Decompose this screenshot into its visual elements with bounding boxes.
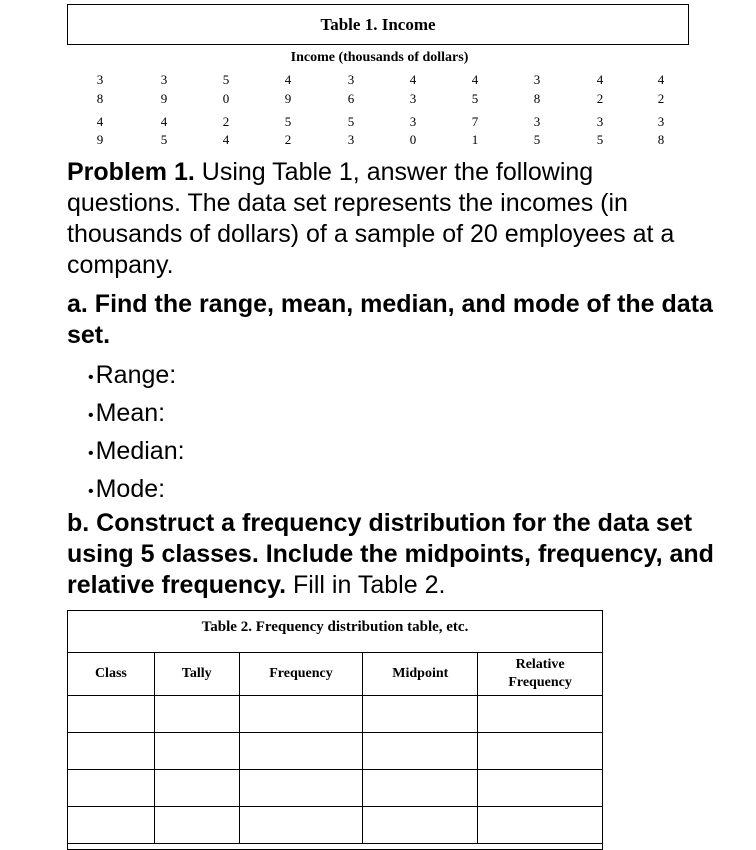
cell-tally[interactable] — [154, 770, 239, 807]
problem-1-body: Using Table 1, answer the following questions. The data set represents the incomes (in thousands of dollars) of a sample of 20 employees at a company. — [67, 158, 675, 279]
bullet-icon: • — [88, 444, 94, 462]
income-digit: 5 — [471, 91, 479, 106]
bullet-icon: • — [88, 482, 94, 500]
table-row — [68, 733, 603, 770]
income-digit: 9 — [284, 91, 292, 106]
cell-relative-frequency[interactable] — [478, 770, 603, 807]
income-digit: 8 — [533, 91, 541, 106]
income-digit: 0 — [222, 91, 230, 106]
part-a-answer-list — [88, 356, 185, 508]
answer-label: Range: — [95, 360, 177, 389]
income-digit: 9 — [160, 91, 168, 106]
income-digit: 3 — [596, 114, 604, 129]
header-relative-line2: Frequency — [508, 675, 572, 690]
cell-relative-frequency[interactable] — [478, 733, 603, 770]
problem-1-label: Problem 1. — [67, 158, 195, 186]
part-b-text — [67, 508, 717, 601]
income-digit: 3 — [96, 72, 104, 87]
header-tally: Tally — [154, 653, 239, 696]
bullet-icon: • — [88, 368, 94, 386]
income-digit: 4 — [222, 132, 230, 147]
income-digit: 5 — [533, 132, 541, 147]
answer-label: Mean: — [95, 398, 166, 427]
cell-tally[interactable] — [154, 733, 239, 770]
cell-class[interactable] — [68, 807, 155, 844]
answer-label: Mode: — [95, 474, 166, 503]
income-digit: 2 — [284, 132, 292, 147]
income-column-header: Income (thousands of dollars) — [290, 50, 469, 65]
income-digit: 3 — [160, 72, 168, 87]
cell-frequency[interactable] — [239, 733, 363, 770]
income-digit: 5 — [596, 132, 604, 147]
header-relative-frequency — [478, 653, 603, 696]
income-digit: 3 — [347, 72, 355, 87]
income-digit: 4 — [160, 114, 168, 129]
answer-item-mode — [88, 470, 185, 508]
income-digit: 9 — [96, 132, 104, 147]
part-a-prompt: a. Find the range, mean, median, and mode of the data set. — [67, 290, 713, 349]
income-digit: 2 — [657, 91, 665, 106]
income-digit: 5 — [222, 72, 230, 87]
table1-title-box — [67, 4, 689, 45]
frequency-table — [67, 652, 603, 844]
income-digit: 3 — [347, 132, 355, 147]
income-digit: 1 — [471, 132, 479, 147]
header-midpoint: Midpoint — [363, 653, 478, 696]
cell-frequency[interactable] — [239, 696, 363, 733]
cell-frequency[interactable] — [239, 770, 363, 807]
income-digit: 0 — [409, 132, 417, 147]
cell-class[interactable] — [68, 770, 155, 807]
table-row — [68, 807, 603, 844]
income-digit: 5 — [160, 132, 168, 147]
table2 — [67, 610, 603, 850]
table-row — [68, 696, 603, 733]
cell-relative-frequency[interactable] — [478, 807, 603, 844]
income-digit: 4 — [657, 72, 665, 87]
income-digit: 6 — [347, 91, 355, 106]
income-digit: 8 — [657, 132, 665, 147]
answer-item-median — [88, 432, 185, 470]
income-digit: 5 — [347, 114, 355, 129]
part-b-prompt: b. Construct a frequency distribution for the data set using 5 classes. Include the midpoints, frequency, and relative frequency. — [67, 509, 714, 599]
income-digit: 3 — [533, 114, 541, 129]
cell-tally[interactable] — [154, 807, 239, 844]
income-data-grid — [70, 72, 700, 150]
table-row — [68, 770, 603, 807]
income-digit: 3 — [409, 114, 417, 129]
income-digit: 4 — [596, 72, 604, 87]
table-header-row — [68, 653, 603, 696]
table2-title: Table 2. Frequency distribution table, etc. — [201, 619, 469, 635]
income-digit: 4 — [96, 114, 104, 129]
income-digit: 7 — [471, 114, 479, 129]
problem-1-text — [67, 157, 707, 281]
header-class: Class — [68, 653, 155, 696]
answer-item-range — [88, 356, 185, 394]
bullet-icon: • — [88, 406, 94, 424]
cell-frequency[interactable] — [239, 807, 363, 844]
cell-midpoint[interactable] — [363, 770, 478, 807]
income-digit: 3 — [533, 72, 541, 87]
cell-midpoint[interactable] — [363, 807, 478, 844]
answer-item-mean — [88, 394, 185, 432]
income-digit: 4 — [471, 72, 479, 87]
cell-class[interactable] — [68, 733, 155, 770]
part-b-instruction: Fill in Table 2. — [286, 571, 446, 599]
answer-label: Median: — [95, 436, 185, 465]
income-digit: 3 — [409, 91, 417, 106]
cell-midpoint[interactable] — [363, 696, 478, 733]
income-digit: 2 — [596, 91, 604, 106]
income-digit: 2 — [222, 114, 230, 129]
income-digit: 5 — [284, 114, 292, 129]
income-digit: 4 — [409, 72, 417, 87]
cell-class[interactable] — [68, 696, 155, 733]
header-relative-line1: Relative — [515, 657, 565, 672]
income-digit: 8 — [96, 91, 104, 106]
cell-tally[interactable] — [154, 696, 239, 733]
header-frequency: Frequency — [239, 653, 363, 696]
cell-midpoint[interactable] — [363, 733, 478, 770]
income-digit: 3 — [657, 114, 665, 129]
table1-title: Table 1. Income — [320, 14, 436, 34]
income-digit: 4 — [284, 72, 292, 87]
cell-relative-frequency[interactable] — [478, 696, 603, 733]
